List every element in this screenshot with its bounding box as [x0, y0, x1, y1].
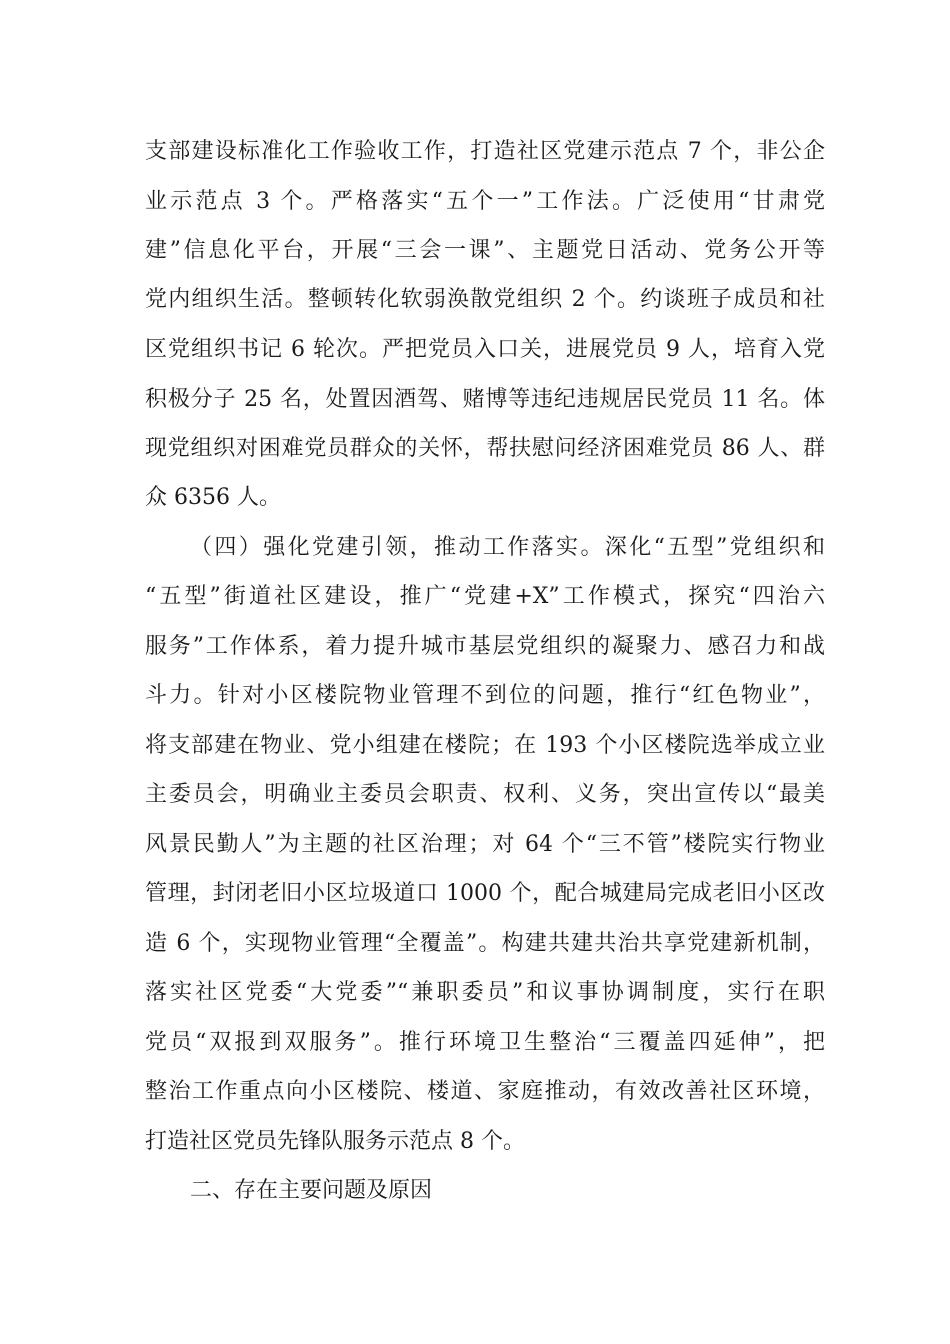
text-line: 整治工作重点向小区楼院、楼道、家庭推动，有效改善社区环境， [145, 1079, 825, 1104]
text-line: 党内组织生活。整顿转化软弱涣散党组织 2 个。约谈班子成员和社 [145, 287, 825, 312]
text-line: 现党组织对困难党员群众的关怀，帮扶慰问经济困难党员 86 人、群 [145, 436, 825, 461]
text-line: 服务”工作体系，着力提升城市基层党组织的凝聚力、感召力和战 [145, 634, 825, 659]
text-line: 打造社区党员先锋队服务示范点 8 个。 [145, 1129, 525, 1154]
text-line: 党员“双报到双服务”。推行环境卫生整治“三覆盖四延伸”，把 [145, 1030, 825, 1055]
text-line: 落实社区党委“大党委”“兼职委员”和议事协调制度，实行在职 [145, 980, 825, 1005]
text-line: 造 6 个，实现物业管理“全覆盖”。构建共建共治共享党建新机制， [145, 931, 825, 956]
text-line: 风景民勤人”为主题的社区治理；对 64 个“三不管”楼院实行物业 [145, 832, 825, 857]
text-line: 管理，封闭老旧小区垃圾道口 1000 个，配合城建局完成老旧小区改 [145, 881, 825, 906]
text-line: 建”信息化平台，开展“三会一课”、主题党日活动、党务公开等 [145, 238, 825, 263]
section-heading: 二、存在主要问题及原因 [190, 1178, 433, 1203]
text-line: 众 6356 人。 [145, 485, 281, 510]
text-line: 支部建设标准化工作验收工作，打造社区党建示范点 7 个，非公企 [145, 139, 825, 164]
text-line: 业示范点 3 个。严格落实“五个一”工作法。广泛使用“甘肃党 [145, 189, 825, 214]
text-line: （四）强化党建引领，推动工作落实。深化“五型”党组织和 [190, 535, 825, 560]
text-line: 将支部建在物业、党小组建在楼院；在 193 个小区楼院选举成立业 [145, 733, 825, 758]
text-line: 主委员会，明确业主委员会职责、权利、义务，突出宣传以“最美 [145, 782, 825, 807]
text-line: “五型”街道社区建设，推广“党建+X”工作模式，探究“四治六 [145, 584, 825, 609]
text-line: 区党组织书记 6 轮次。严把党员入口关，进展党员 9 人，培育入党 [145, 337, 825, 362]
text-line: 斗力。针对小区楼院物业管理不到位的问题，推行“红色物业”， [145, 683, 825, 708]
text-line: 积极分子 25 名，处置因酒驾、赌博等违纪违规居民党员 11 名。体 [145, 387, 825, 412]
